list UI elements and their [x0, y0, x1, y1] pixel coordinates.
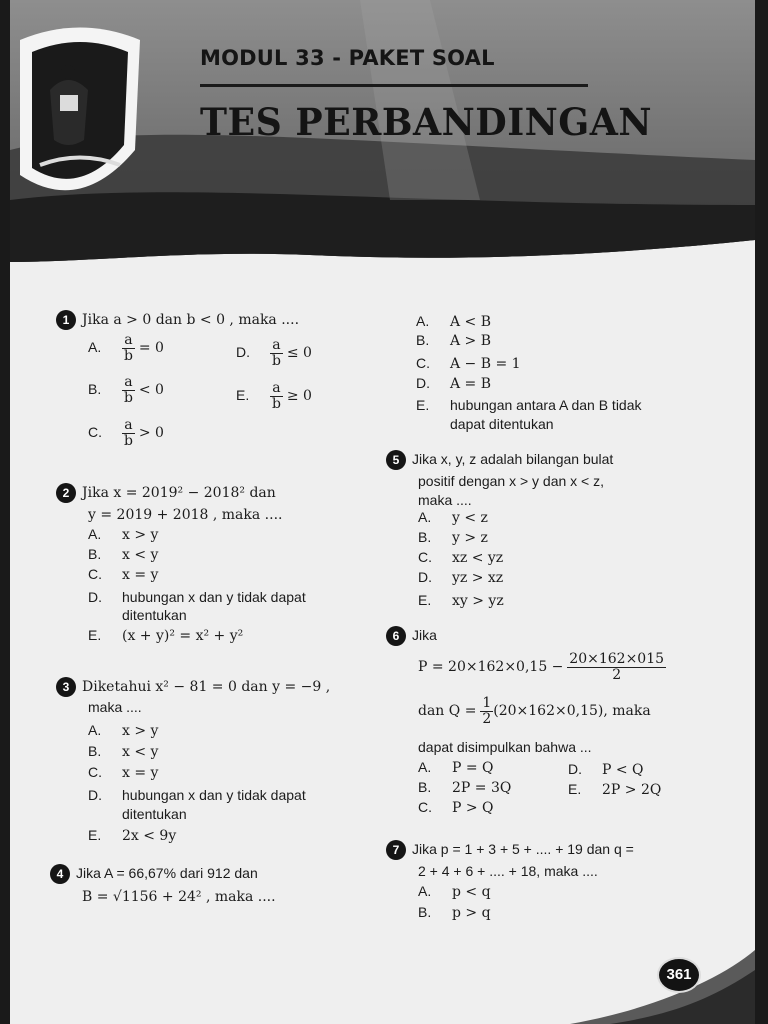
question-number: 2 [56, 483, 76, 503]
option-a: A. x > y [88, 526, 159, 543]
question-5: 5 Jika x, y, z adalah bilangan bulat [386, 450, 613, 470]
question-stem: Jika a > 0 dan b < 0 , maka .... [82, 312, 300, 328]
question-number: 6 [386, 626, 406, 646]
question-stem: maka .... [88, 699, 142, 715]
option-a: A. $\frac{a}{b}$ = 0 [88, 332, 164, 364]
option-b: B. 2P = 3Q [418, 779, 512, 796]
question-number: 7 [386, 840, 406, 860]
question-number: 1 [56, 310, 76, 330]
question-1 [56, 310, 299, 330]
option-a: A. P = Q [418, 759, 494, 776]
question-stem: dapat disimpulkan bahwa ... [418, 739, 592, 755]
option-c: C. x = y [88, 764, 159, 781]
question-7: 7 Jika p = 1 + 3 + 5 + .... + 19 dan q = [386, 840, 634, 860]
option-e-cont: dapat ditentukan [450, 416, 554, 432]
question-number: 3 [56, 677, 76, 697]
equation-q: dan Q = $\frac{1}{2}$ (20×162×0,15), maka [418, 695, 651, 727]
option-b: B. y > z [418, 529, 488, 546]
question-3: 3 Diketahui x² − 81 = 0 dan y = −9 , [56, 677, 330, 697]
option-d: D. hubungan x dan y tidak dapat [88, 589, 306, 605]
option-a: A. y < z [418, 509, 488, 526]
module-label: MODUL 33 - PAKET SOAL [200, 46, 495, 70]
option-b: B. x < y [88, 743, 159, 760]
option-d-cont: ditentukan [122, 806, 187, 822]
question-stem: y = 2019 + 2018 , maka .... [88, 507, 283, 523]
option-a: A. A < B [416, 313, 492, 330]
option-d: D. $\frac{a}{b}$ ≤ 0 [236, 337, 312, 369]
question-stem: 2 + 4 + 6 + .... + 18, maka .... [418, 863, 598, 879]
option-d: D. P < Q [568, 761, 644, 778]
question-2: 2 Jika x = 2019² − 2018² dan [56, 483, 276, 503]
question-stem: B = √1156 + 24² , maka .... [82, 889, 276, 905]
option-e: E. $\frac{a}{b}$ ≥ 0 [236, 380, 312, 412]
option-b: B. $\frac{a}{b}$ < 0 [88, 374, 164, 406]
option-d: D. A = B [416, 375, 492, 392]
question-6: 6 Jika [386, 626, 437, 646]
option-d-cont: ditentukan [122, 607, 187, 623]
option-e: E. (x + y)² = x² + y² [88, 627, 244, 644]
question-number: 5 [386, 450, 406, 470]
option-e: E. 2x < 9y [88, 827, 177, 844]
book-page [10, 0, 755, 1024]
option-b: B. p > q [418, 904, 491, 921]
option-c: C. x = y [88, 566, 159, 583]
question-stem-line2: positif dengan x > y dan x < z, [418, 473, 605, 489]
question-number: 4 [50, 864, 70, 884]
question-4: 4 Jika A = 66,67% dari 912 dan [50, 864, 258, 884]
page-number: 361 [657, 957, 701, 993]
option-a: A. p < q [418, 883, 491, 900]
option-e: E. 2P > 2Q [568, 781, 662, 798]
equation-p: P = 20×162×0,15 − $\frac{20\times 162\times 015}{2}$ [418, 651, 665, 683]
option-c: C. A − B = 1 [416, 355, 521, 372]
option-e: E. xy > yz [418, 592, 504, 609]
option-d: D. yz > xz [418, 569, 504, 586]
page-title: TES PERBANDINGAN [200, 100, 653, 144]
question-stem-line3: maka .... [418, 492, 472, 508]
option-a: A. x > y [88, 722, 159, 739]
option-c: C. xz < yz [418, 549, 504, 566]
option-c: C. $\frac{a}{b}$ > 0 [88, 417, 164, 449]
title-divider [200, 84, 588, 87]
option-e: E. hubungan antara A dan B tidak [416, 397, 642, 413]
option-c: C. P > Q [418, 799, 494, 816]
option-b: B. x < y [88, 546, 159, 563]
option-d: D. hubungan x dan y tidak dapat [88, 787, 306, 803]
option-b: B. A > B [416, 332, 492, 349]
